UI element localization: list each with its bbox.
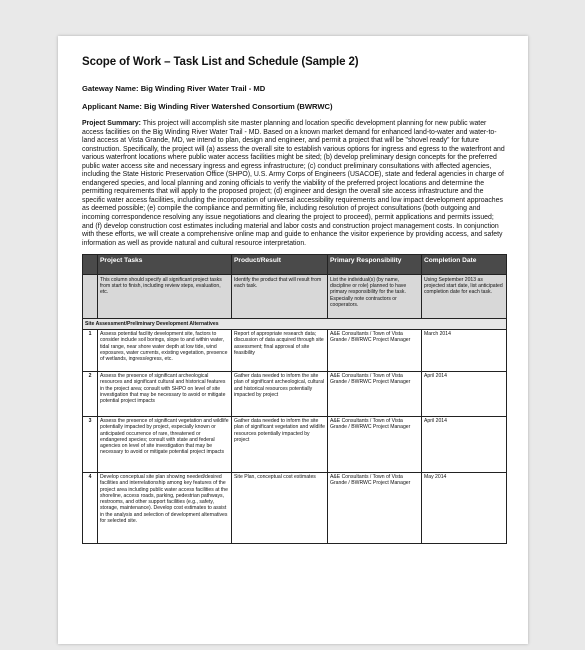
row-responsibility: A&E Consultants / Town of Vista Grande / BWRWC Project Manager [328,416,422,472]
document-title: Scope of Work – Task List and Schedule (Sample 2) [82,56,359,68]
gateway-name-line [82,84,506,93]
header-product-result: Product/Result [232,255,328,275]
applicant-value: Big Winding River Watershed Consortium (BWRWC) [144,102,333,111]
section-row [83,319,507,329]
description-responsibility: List the individual(s) (by name, discipline or role) planned to have primary responsibility for the task. Especially note contractors or cooperators. [328,275,422,319]
row-task: Assess potential facility development site, factors to consider include soil borings, slope to and within water, tidal range, near shore water depth at low tide, wind exposures, water currents, existing vegetation, presence of wetlands, ingress/egress, etc. [98,329,232,371]
document-page [58,36,528,644]
row-task: Assess the presence of significant vegetation and wildlife potentially impacted by project, especially known or anticipated occurrence of rare, threatened or endangered species; consult with state and federal agencies on level of site investigation that may be necessary to avoid or mitigate potential project impacts [98,416,232,472]
description-tasks: This column should specify all significant project tasks from start to finish, including review steps, evaluation, etc. [98,275,232,319]
row-number: 1 [83,329,98,371]
table-header-row [83,255,507,275]
row-number: 2 [83,371,98,416]
applicant-label: Applicant Name: [82,102,142,111]
row-task: Develop conceptual site plan showing needed/desired facilities and interrelationship among key features of the project area including public water access facilities at the shoreline, access roads, parking, pedestrian pathways, restrooms, and other support facilities (e.g., safety, storage, maintenance). Develop cost estimates to assist in the analysis and selection of development alternatives for selected site. [98,472,232,543]
row-date: May 2014 [422,472,507,543]
table-description-row [83,275,507,319]
header-completion-date: Completion Date [422,255,507,275]
description-date: Using September 2013 as projected start date, list anticipated completion date for each task. [422,275,507,319]
table-row [83,329,507,371]
row-responsibility: A&E Consultants / Town of Vista Grande / BWRWC Project Manager [328,472,422,543]
row-product: Report of appropriate research data; discussion of data acquired through site assessment; final approval of site feasibility [232,329,328,371]
applicant-name-line [82,102,506,111]
row-date: March 2014 [422,329,507,371]
task-table [82,254,507,543]
header-primary-responsibility: Primary Responsibility [328,255,422,275]
summary-label: Project Summary: [82,120,141,127]
table-row [83,416,507,472]
header-number-cell [83,255,98,275]
project-summary [82,120,506,248]
table-row [83,371,507,416]
summary-text: This project will accomplish site master planning and location specific development planning for new public water access facilities on the Big Winding River Water Trail - MD. Based on a known market demand for enhanced land-to-water and water-to-land access at Vista Grande, MD, we intend to plan, design and engineer, and permit a project that will be "shovel ready" for future construction. Specifically, the project will (a) assess the overall site to establish various options for ingress and egress to the waterfront and various waterfront locations where public water access facilities might be sited; (b) develop preliminary design concepts for the preferred public water access site and necessary ingress and egress infrastructure; (c) conduct preliminary consultations with affected agencies, including the State Historic Preservation Office (SHPO), U.S. Army Corps of Engineers (USACOE), state and federal agencies in charge of endangered species, and local planning and zoning officials to verify the viability of the preferred project locations and determine the permitting requirements that will apply to the proposed project; (d) engineer and design the overall site access infrastructure and the specific water access facilities, including the incorporation of universal accessibility requirements and low impact development approaches as deemed possible; (e) compile the compliance and permitting file, including resolution of project consultations (both outgoing and incoming correspondence resolving any issue negotiations and clearing the project to proceed), permit applications and permits issued; and (f) develop construction cost estimates including material and labor costs and construction project management costs. In conjunction with these efforts, we will create a comprehensive online map and guide to enhance the visitor experience by providing access, and safety information as well as provide natural and cultural resource interpretation. [82,120,505,247]
row-responsibility: A&E Consultants / Town of Vista Grande / BWRWC Project Manager [328,329,422,371]
gateway-label: Gateway Name: [82,84,139,93]
row-product: Gather data needed to inform the site plan of significant archeological, cultural and historical resources potentially impacted by project [232,371,328,416]
table-row [83,472,507,543]
description-number-cell [83,275,98,319]
document-content [82,56,506,544]
row-product: Site Plan, conceptual cost estimates [232,472,328,543]
row-product: Gather data needed to inform the site plan of significant vegetation and wildlife resources potentially impacted by project [232,416,328,472]
section-title: Site Assessment/Preliminary Development Alternatives [83,319,507,329]
row-task: Assess the presence of significant archeological resources and significant cultural and historical features in the project area; consult with SHPO on level of site investigation that may be necessary to avoid or mitigate potential project impacts [98,371,232,416]
gateway-value: Big Winding River Water Trail - MD [140,84,266,93]
row-number: 3 [83,416,98,472]
row-date: April 2014 [422,416,507,472]
row-date: April 2014 [422,371,507,416]
description-product: Identify the product that will result from each task. [232,275,328,319]
row-number: 4 [83,472,98,543]
header-project-tasks: Project Tasks [98,255,232,275]
row-responsibility: A&E Consultants / Town of Vista Grande / BWRWC Project Manager [328,371,422,416]
